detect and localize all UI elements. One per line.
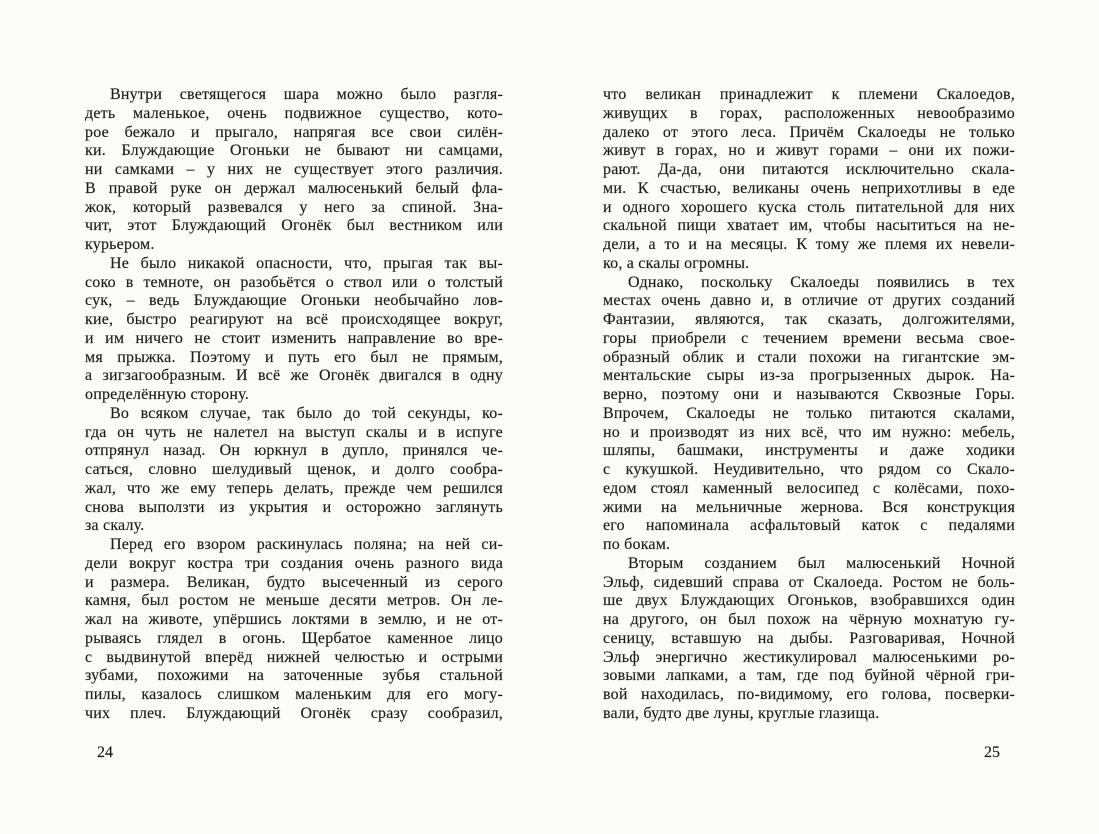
text-line: рываясь глядел в огонь. Щербатое каменное лицо xyxy=(85,629,503,647)
text-line: едом стоял каменный велосипед с колёсами, похо- xyxy=(603,479,1015,497)
text-line: с кукушкой. Неудивительно, что рядом со Скало- xyxy=(603,461,1015,478)
text-line: гда он чуть не налетел на выступ скалы и в испуге xyxy=(85,423,503,441)
text-line: ми. К счастью, великаны очень неприхотливы в еде xyxy=(603,179,1015,197)
text-line: его напоминала асфальтовый каток с педалями xyxy=(603,517,1015,535)
text-line: жал на животе, упёршись локтями в землю, и не от- xyxy=(85,611,503,628)
text-line: деть маленькое, очень подвижное существо, кото- xyxy=(85,104,503,122)
text-line: Фантазии, являются, так сказать, долгожителями, xyxy=(603,311,1015,328)
page-number-left: 24 xyxy=(97,744,113,761)
text-line: вали, будто две луны, круглые глазища. xyxy=(603,704,880,722)
text-line: рают. Да-да, они питаются исключительно скала- xyxy=(603,161,1015,178)
text-line: зубами, похожими на заточенные зубья стальной xyxy=(85,667,503,685)
text-line: жими на мельничные жернова. Вся конструкция xyxy=(603,498,1015,516)
text-line: образный облик и стали похожи на гигантские эм- xyxy=(603,348,1015,366)
page-number-right: 25 xyxy=(984,744,1000,761)
text-line: Эльф энергично жестикулировал малюсенькими ро- xyxy=(603,648,1015,666)
text-line: живут в горах, но и живут горами – они их пожи- xyxy=(603,142,1015,160)
text-line: на другого, он был похож на чёрную мохнатую гу- xyxy=(603,611,1015,628)
text-line: по бокам. xyxy=(603,536,671,553)
text-line: дели, а то и на месяцы. К тому же племя их невели- xyxy=(603,236,1015,253)
text-line: Перед его взором раскинулась поляна; на ней си- xyxy=(110,536,503,553)
text-line: Не было никакой опасности, что, прыгая так вы- xyxy=(110,254,503,272)
text-line: В правой руке он держал малюсенький белый фла- xyxy=(85,179,503,197)
text-line: за скалу. xyxy=(85,517,145,535)
text-line: дели вокруг костра три создания очень разного вида xyxy=(85,554,503,572)
text-line: чих плеч. Блуждающий Огонёк сразу сообразил, xyxy=(85,704,503,722)
page-right xyxy=(550,0,1099,834)
text-line: Внутри светящегося шара можно было разгля- xyxy=(110,86,503,103)
text-line: зовыми лапками, а там, где под буйной чёрной гри- xyxy=(603,667,1015,685)
text-line: мя прыжка. Поэтому и путь его был не прямым, xyxy=(85,348,503,366)
text-line: соко в темноте, он разобьётся о ствол или о толстый xyxy=(85,273,503,291)
text-line: сук, – ведь Блуждающие Огоньки необычайно лов- xyxy=(85,292,503,310)
text-line: жок, который развевался у него за спиной. Зна- xyxy=(85,198,503,216)
text-line: сеницу, вставшую на дыбы. Разговаривая, Ночной xyxy=(603,629,1015,647)
text-line: ки. Блуждающие Огоньки не бывают ни самцами, xyxy=(85,142,503,160)
page-right-text xyxy=(603,86,1015,724)
text-line: Эльф, сидевший справа от Скалоеда. Ростом не боль- xyxy=(603,573,1015,591)
text-line: Впрочем, Скалоеды не только питаются скалами, xyxy=(603,404,1015,422)
text-line: Во всяком случае, так было до той секунды, ко- xyxy=(110,404,503,422)
text-line: ше двух Блуждающих Огоньков, взобравшихся один xyxy=(603,592,1015,610)
text-line: камня, был ростом не меньше десяти метров. Он ле- xyxy=(85,592,503,610)
text-line: курьером. xyxy=(85,236,155,253)
text-line: пилы, казалось слишком маленьким для его могу- xyxy=(85,686,503,703)
text-line: чит, этот Блуждающий Огонёк был вестником или xyxy=(85,217,503,235)
text-line: рое бежало и прыгало, напрягая все свои силён- xyxy=(85,123,503,141)
text-line: жал, что же ему теперь делать, прежде чем решился xyxy=(85,479,503,497)
page-left-text xyxy=(85,86,503,724)
text-line: но и производят из них всё, что им нужно: мебель, xyxy=(603,423,1015,441)
text-line: что великан принадлежит к племени Скалоедов, xyxy=(603,86,1015,103)
text-line: ко, а скалы огромны. xyxy=(603,254,750,272)
text-line: отпрянул назад. Он юркнул в дупло, принялся че- xyxy=(85,442,503,460)
text-line: верно, поэтому они и называются Сквозные Горы. xyxy=(603,386,1015,403)
text-line: Однако, поскольку Скалоеды появились в тех xyxy=(628,273,1015,291)
text-line: определённую сторону. xyxy=(85,386,249,403)
text-line: снова выползти из укрытия и осторожно заглянуть xyxy=(85,498,503,516)
text-line: и одного хорошего куска столь питательной для них xyxy=(603,198,1015,216)
text-line: ни самками – у них не существует этого различия. xyxy=(85,161,503,178)
text-line: Вторым созданием был малюсенький Ночной xyxy=(628,554,1015,572)
text-line: а зигзагообразным. И всё же Огонёк двигался в одну xyxy=(85,367,503,385)
text-line: и размера. Великан, будто высеченный из серого xyxy=(85,573,503,591)
text-line: и им ничего не стоит изменить направление во вре- xyxy=(85,329,503,347)
text-line: далеко от этого леса. Причём Скалоеды не только xyxy=(603,123,1015,141)
text-line: кие, быстро реагируют на всё происходящее вокруг, xyxy=(85,311,503,328)
text-line: саться, словно шелудивый щенок, и долго сообра- xyxy=(85,461,503,478)
text-line: вой находилась, по-видимому, его голова, посверки- xyxy=(603,686,1015,703)
text-line: местах очень давно и, в отличие от других созданий xyxy=(603,292,1015,310)
text-line: горы приобрели с течением времени весьма свое- xyxy=(603,329,1015,347)
text-line: ментальские сыры из-за прогрызенных дырок. На- xyxy=(603,367,1015,385)
text-line: шляпы, башмаки, инструменты и даже ходики xyxy=(603,442,1015,460)
text-line: скальной пищи хватает им, чтобы насытиться на не- xyxy=(603,217,1015,235)
text-line: живущих в горах, расположенных невообразимо xyxy=(603,104,1015,122)
text-line: с выдвинутой вперёд нижней челюстью и острыми xyxy=(85,648,503,666)
